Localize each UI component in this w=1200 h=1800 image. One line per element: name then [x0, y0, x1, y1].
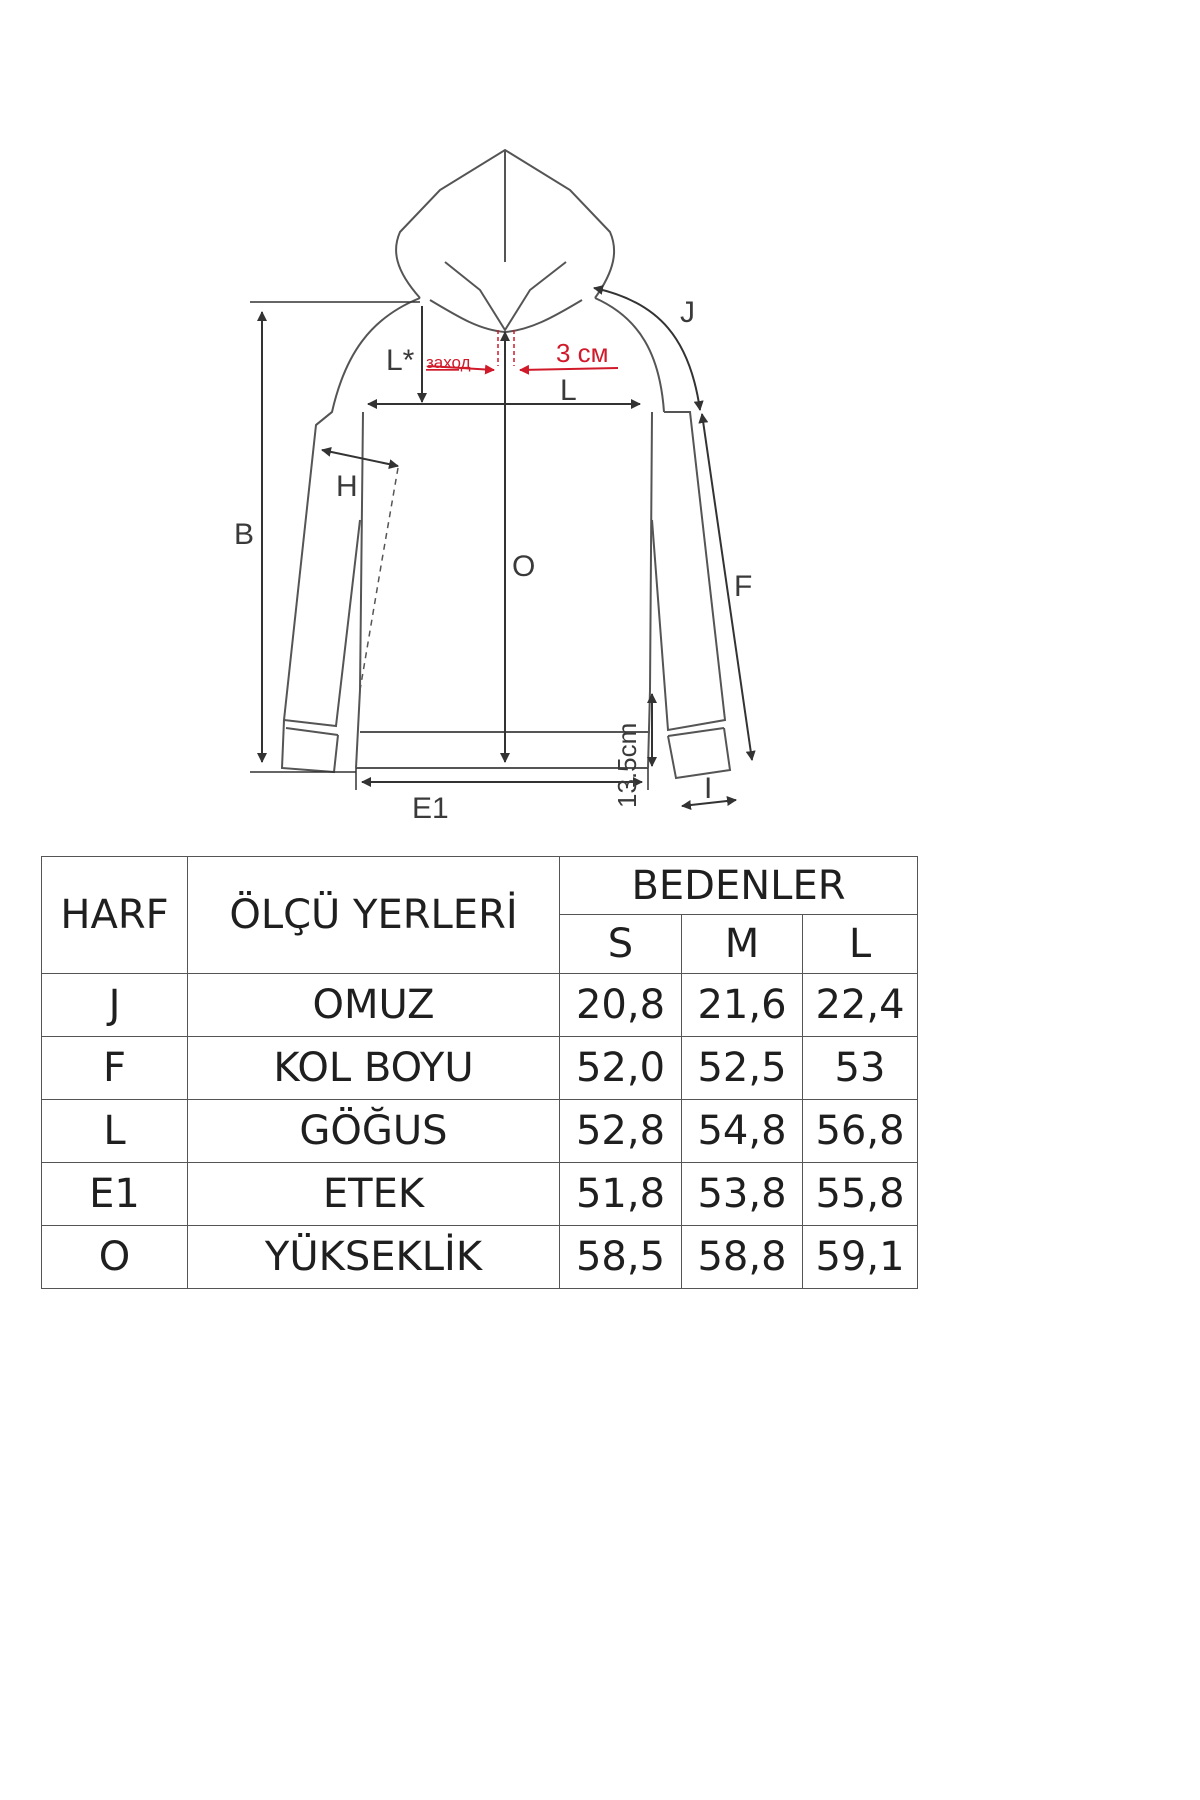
h-measure-line [322, 450, 398, 466]
right-side-seam [650, 412, 652, 690]
row-value-s: 52,0 [560, 1037, 682, 1100]
header-harf: HARF [42, 857, 188, 974]
row-value-s: 58,5 [560, 1226, 682, 1289]
row-letter: J [42, 974, 188, 1037]
label-e1: E1 [412, 792, 449, 825]
table-row [42, 1226, 918, 1289]
header-size-l: L [803, 915, 918, 974]
row-place: OMUZ [188, 974, 560, 1037]
row-letter: E1 [42, 1163, 188, 1226]
row-value-m: 21,6 [682, 974, 803, 1037]
header-bedenler: BEDENLER [560, 857, 918, 915]
armhole-dashed [360, 468, 398, 690]
label-l-star: L* [386, 344, 415, 377]
row-value-m: 53,8 [682, 1163, 803, 1226]
label-o: O [512, 550, 536, 583]
row-value-l: 22,4 [803, 974, 918, 1037]
label-hem-height: 13.5cm [612, 722, 642, 808]
row-place: KOL BOYU [188, 1037, 560, 1100]
row-value-l: 56,8 [803, 1100, 918, 1163]
left-side-seam [360, 412, 363, 690]
row-value-l: 55,8 [803, 1163, 918, 1226]
right-sleeve [652, 412, 725, 730]
label-l: L [560, 374, 577, 407]
row-place: GÖĞUS [188, 1100, 560, 1163]
table-row [42, 1100, 918, 1163]
row-letter: L [42, 1100, 188, 1163]
header-size-s: S [560, 915, 682, 974]
table-row [42, 1163, 918, 1226]
label-i: I [704, 772, 713, 805]
left-sleeve [284, 412, 360, 726]
table-row [42, 1037, 918, 1100]
row-value-s: 52,8 [560, 1100, 682, 1163]
row-value-m: 52,5 [682, 1037, 803, 1100]
three-cm-arrow [520, 368, 618, 370]
size-chart-table [41, 856, 918, 1289]
header-size-m: M [682, 915, 803, 974]
label-h: H [336, 470, 358, 503]
row-value-l: 53 [803, 1037, 918, 1100]
label-zakhod: заход [426, 353, 471, 372]
row-letter: O [42, 1226, 188, 1289]
row-value-m: 58,8 [682, 1226, 803, 1289]
row-value-s: 51,8 [560, 1163, 682, 1226]
table-row [42, 974, 918, 1037]
row-letter: F [42, 1037, 188, 1100]
header-olcu-yerleri: ÖLÇÜ YERLERİ [188, 857, 560, 974]
row-value-s: 20,8 [560, 974, 682, 1037]
row-place: YÜKSEKLİK [188, 1226, 560, 1289]
label-j: J [680, 296, 695, 329]
row-value-m: 54,8 [682, 1100, 803, 1163]
label-f: F [734, 570, 753, 603]
hoodie-diagram [0, 0, 1200, 840]
row-value-l: 59,1 [803, 1226, 918, 1289]
left-cuff [286, 728, 338, 735]
label-b: B [234, 518, 255, 551]
label-three-cm: 3 см [556, 338, 609, 368]
row-place: ETEK [188, 1163, 560, 1226]
